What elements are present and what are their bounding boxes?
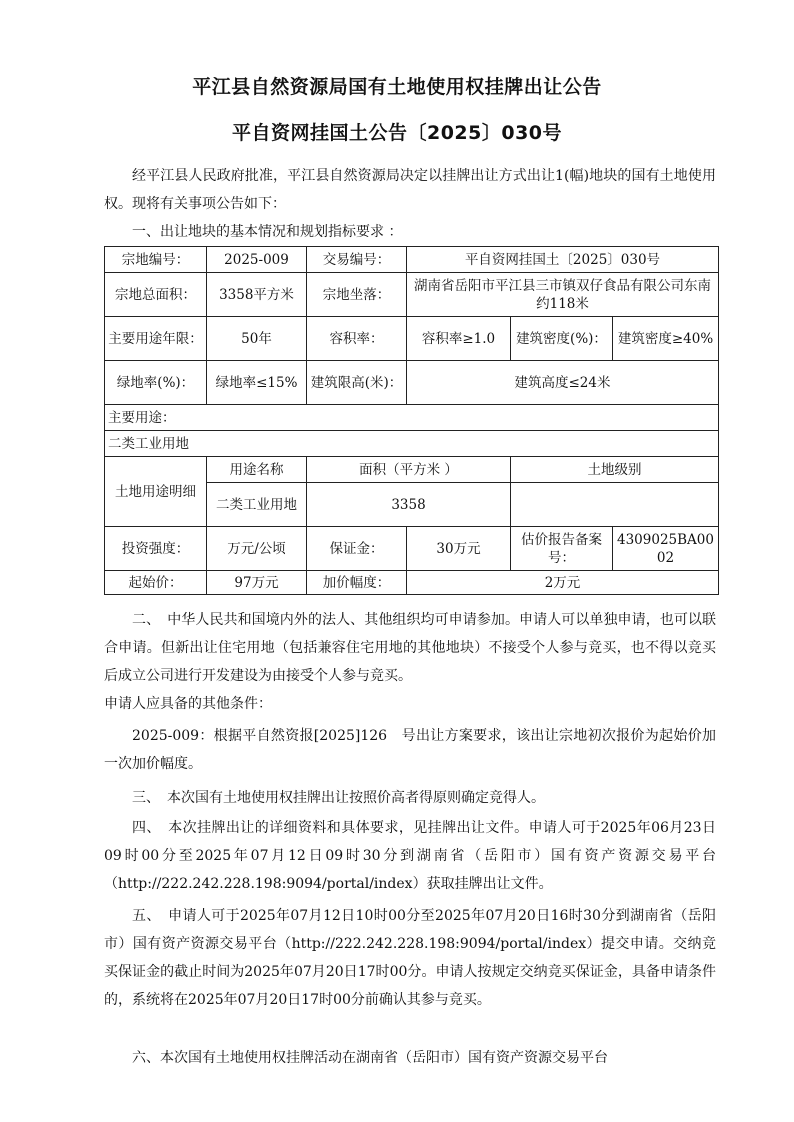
density-label: 建筑密度(%)： [511,317,613,361]
main-use-value: 二类工业用地 [105,431,719,457]
start-price-value: 97万元 [207,571,307,595]
use-area-value: 3358 [307,483,511,527]
parcel-info-table [104,246,719,595]
parcel-no-value: 2025-009 [207,247,307,273]
area-label: 宗地总面积： [105,273,207,317]
location-value: 湖南省岳阳市平江县三市镇双仔食品有限公司东南约118米 [407,273,719,317]
use-grade-header: 土地级别 [511,457,719,483]
far-label: 容积率： [307,317,407,361]
section2-detail-paragraph: 2025-009：根据平自然资报[2025]126 号出让方案要求，该出让宗地初次报价为起始价加一次加价幅度。 [104,728,716,772]
far-value: 容积率≥1.0 [407,317,511,361]
use-grade-value [511,483,719,527]
increment-value: 2万元 [407,571,719,595]
appraisal-label: 估价报告备案号： [511,527,613,571]
term-value: 50年 [207,317,307,361]
trade-no-value: 平自资网挂国土〔2025〕030号 [407,247,719,273]
deposit-label: 保证金： [307,527,407,571]
height-value: 建筑高度≤24米 [407,361,719,405]
density-value: 建筑密度≥40% [613,317,719,361]
use-name-value: 二类工业用地 [207,483,307,527]
height-label: 建筑限高(米)： [307,361,407,405]
section3-paragraph: 三、 本次国有土地使用权挂牌出让按照价高者得原则确定竞得人。 [132,790,545,806]
increment-label: 加价幅度： [307,571,407,595]
appraisal-value: 4309025BA0002 [613,527,719,571]
notice-number-title: 平自资网挂国土公告〔2025〕030号 [231,122,563,144]
invest-value: 万元/公顷 [207,527,307,571]
term-label: 主要用途年限： [105,317,207,361]
section4-paragraph: 四、 本次挂牌出让的详细资料和具体要求，见挂牌出让文件。申请人可于2025年06月23日09时00分至2025年07月12日09时30分到湖南省（岳阳市）国有资产资源交易平台（http://222.242.228.198:9094/portal/index）获取挂牌出让文件。 [104,820,716,892]
section2-conditions-heading: 申请人应具备的其他条件： [104,696,272,712]
invest-label: 投资强度： [105,527,207,571]
green-value: 绿地率≤15% [207,361,307,405]
use-area-header: 面积（平方米 ） [307,457,511,483]
location-label: 宗地坐落： [307,273,407,317]
main-use-label: 主要用途： [105,405,719,431]
start-price-label: 起始价： [105,571,207,595]
section6-paragraph: 六、本次国有土地使用权挂牌活动在湖南省（岳阳市）国有资产资源交易平台 [132,1050,608,1066]
notice-title: 平江县自然资源局国有土地使用权挂牌出让公告 [192,76,602,98]
section5-paragraph: 五、 申请人可于2025年07月12日10时00分至2025年07月20日16时30分到湖南省（岳阳市）国有资产资源交易平台（http://222.242.228.198:9094/portal/index）提交申请。交纳竞买保证金的截止时间为2025年07月20日17时00分。申请人按规定交纳竞买保证金，具备申请条件的，系统将在2025年07月20日17时00分前确认其参与竞买。 [104,908,716,1008]
section2-paragraph: 二、 中华人民共和国境内外的法人、其他组织均可申请参加。申请人可以单独申请，也可以联合申请。但新出让住宅用地（包括兼容住宅用地的其他地块）不接受个人参与竞买，也不得以竞买后成立公司进行开发建设为由接受个人参与竞买。 [104,612,716,684]
parcel-no-label: 宗地编号： [105,247,207,273]
use-detail-label: 土地用途明细 [105,457,207,527]
trade-no-label: 交易编号： [307,247,407,273]
section1-heading: 一、出让地块的基本情况和规划指标要求 ： [132,224,403,240]
green-label: 绿地率(%)： [105,361,207,405]
intro-paragraph: 经平江县人民政府批准，平江县自然资源局决定以挂牌出让方式出让1(幅)地块的国有土地使用权。现将有关事项公告如下： [104,168,716,212]
area-value: 3358平方米 [207,273,307,317]
deposit-value: 30万元 [407,527,511,571]
use-name-header: 用途名称 [207,457,307,483]
